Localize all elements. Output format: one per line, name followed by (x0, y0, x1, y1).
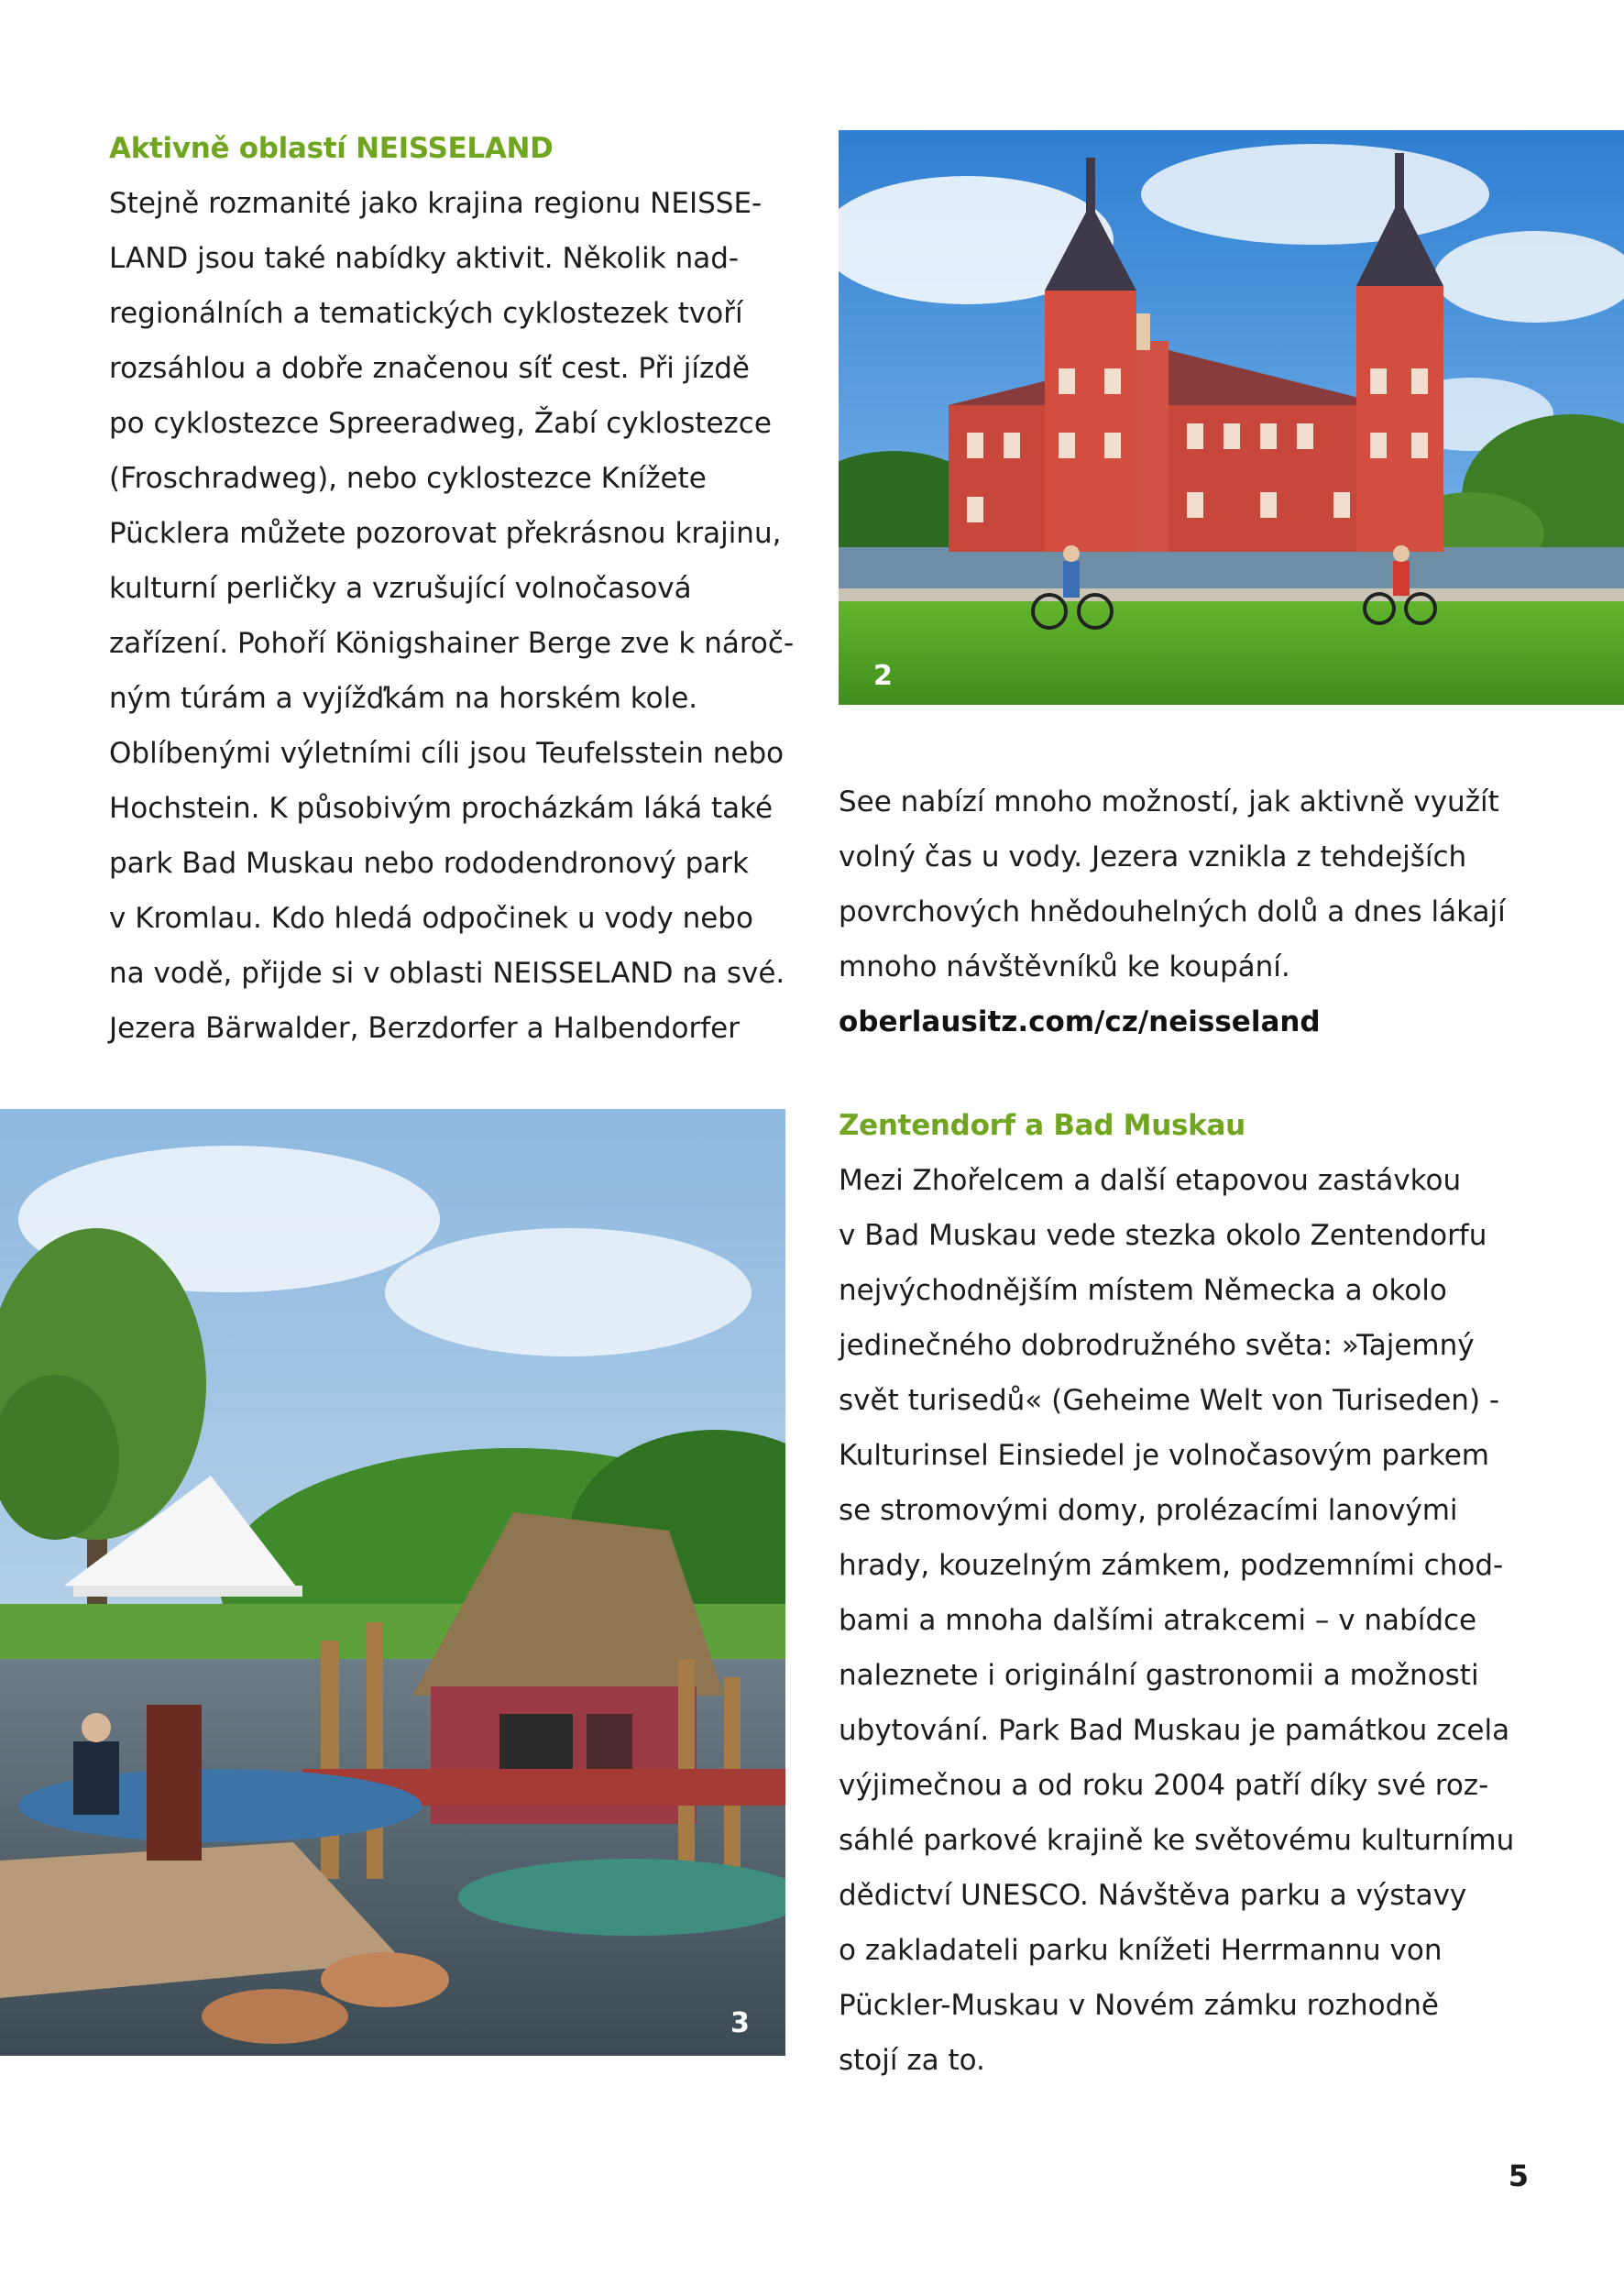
section-neisseland-body (109, 176, 806, 1056)
body-line: hrady, kouzelným zámkem, podzemními chod- (839, 1549, 1504, 1582)
page-number: 5 (1508, 2158, 1529, 2193)
body-line: po cyklostezce Spreeradweg, Žabí cyklostezce (109, 407, 772, 440)
body-line: Jezera Bärwalder, Berzdorfer a Halbendorfer (109, 1012, 740, 1045)
body-line: Mezi Zhořelcem a další etapovou zastávkou (839, 1164, 1462, 1197)
section-neisseland (109, 130, 806, 1056)
body-line: Pücklera můžete pozorovat překrásnou krajinu, (109, 517, 782, 550)
body-line: svět turisedů« (Geheime Welt von Turiseden) - (839, 1384, 1500, 1417)
body-line: zařízení. Pohoří Königshainer Berge zve k nároč- (109, 627, 795, 660)
body-line: naleznete i originální gastronomii a možnosti (839, 1659, 1479, 1692)
section-zentendorf-heading: Zentendorf a Bad Muskau (839, 1109, 1245, 1142)
body-line: na vodě, přijde si v oblasti NEISSELAND na své. (109, 957, 785, 990)
body-line: o zakladateli parku knížeti Herrmannu von (839, 1934, 1443, 1967)
body-line: Kulturinsel Einsiedel je volnočasovým parkem (839, 1439, 1489, 1472)
body-line: výjimečnou a od roku 2004 patří díky své roz- (839, 1769, 1489, 1802)
section-zentendorf-body (839, 1153, 1563, 2088)
neisseland-link[interactable]: oberlausitz.com/cz/neisseland (839, 1005, 1321, 1038)
body-line: dědictví UNESCO. Návštěva parku a výstavy (839, 1879, 1467, 1912)
body-line: kulturní perličky a vzrušující volnočasová (109, 572, 692, 605)
body-line: ubytování. Park Bad Muskau je památkou zcela (839, 1714, 1510, 1747)
body-line: regionálních a tematických cyklostezek tvoří (109, 297, 743, 330)
river-photo (0, 1109, 785, 2056)
body-line: rozsáhlou a dobře značenou síť cest. Při jízdě (109, 352, 750, 385)
body-line: povrchových hnědouhelných dolů a dnes lákají (839, 895, 1506, 928)
body-line: v Kromlau. Kdo hledá odpočinek u vody nebo (109, 902, 753, 935)
body-line: volný čas u vody. Jezera vznikla z tehdejších (839, 840, 1467, 873)
body-line: See nabízí mnoho možností, jak aktivně využít (839, 785, 1499, 818)
body-line: park Bad Muskau nebo rododendronový park (109, 847, 749, 880)
section-neisseland-heading: Aktivně oblastí NEISSELAND (109, 132, 554, 165)
body-line: Oblíbenými výletními cíli jsou Teufelsstein nebo (109, 737, 785, 770)
body-line: nejvýchodnějším místem Německa a okolo (839, 1274, 1447, 1307)
body-line: Stejně rozmanité jako krajina regionu NEISSE- (109, 187, 763, 220)
river-photo-image (0, 1109, 785, 2056)
section-zentendorf (839, 1107, 1563, 2088)
body-line: mnoho návštěvníků ke koupání. (839, 950, 1290, 983)
body-line: v Bad Muskau vede stezka okolo Zentendorfu (839, 1219, 1487, 1252)
photo-number: 3 (730, 2007, 750, 2039)
continuation-body (839, 774, 1535, 994)
body-line: Hochstein. K působivým procházkám láká také (109, 792, 774, 825)
body-line: LAND jsou také nabídky aktivit. Několik nad- (109, 242, 740, 275)
body-line: (Froschradweg), nebo cyklostezce Knížete (109, 462, 707, 495)
castle-photo (839, 130, 1624, 705)
castle-photo-image (839, 130, 1624, 705)
body-line: stojí za to. (839, 2044, 985, 2077)
photo-number: 2 (873, 660, 893, 692)
body-line: sáhlé parkové krajině ke světovému kulturnímu (839, 1824, 1515, 1857)
body-line: bami a mnoha dalšími atrakcemi – v nabídce (839, 1604, 1477, 1637)
body-line: ným túrám a vyjížďkám na horském kole. (109, 682, 698, 715)
body-line: Pückler-Muskau v Novém zámku rozhodně (839, 1989, 1439, 2022)
section-neisseland-continued (839, 774, 1535, 1049)
body-line: jedinečného dobrodružného světa: »Tajemný (839, 1329, 1475, 1362)
body-line: se stromovými domy, prolézacími lanovými (839, 1494, 1458, 1527)
